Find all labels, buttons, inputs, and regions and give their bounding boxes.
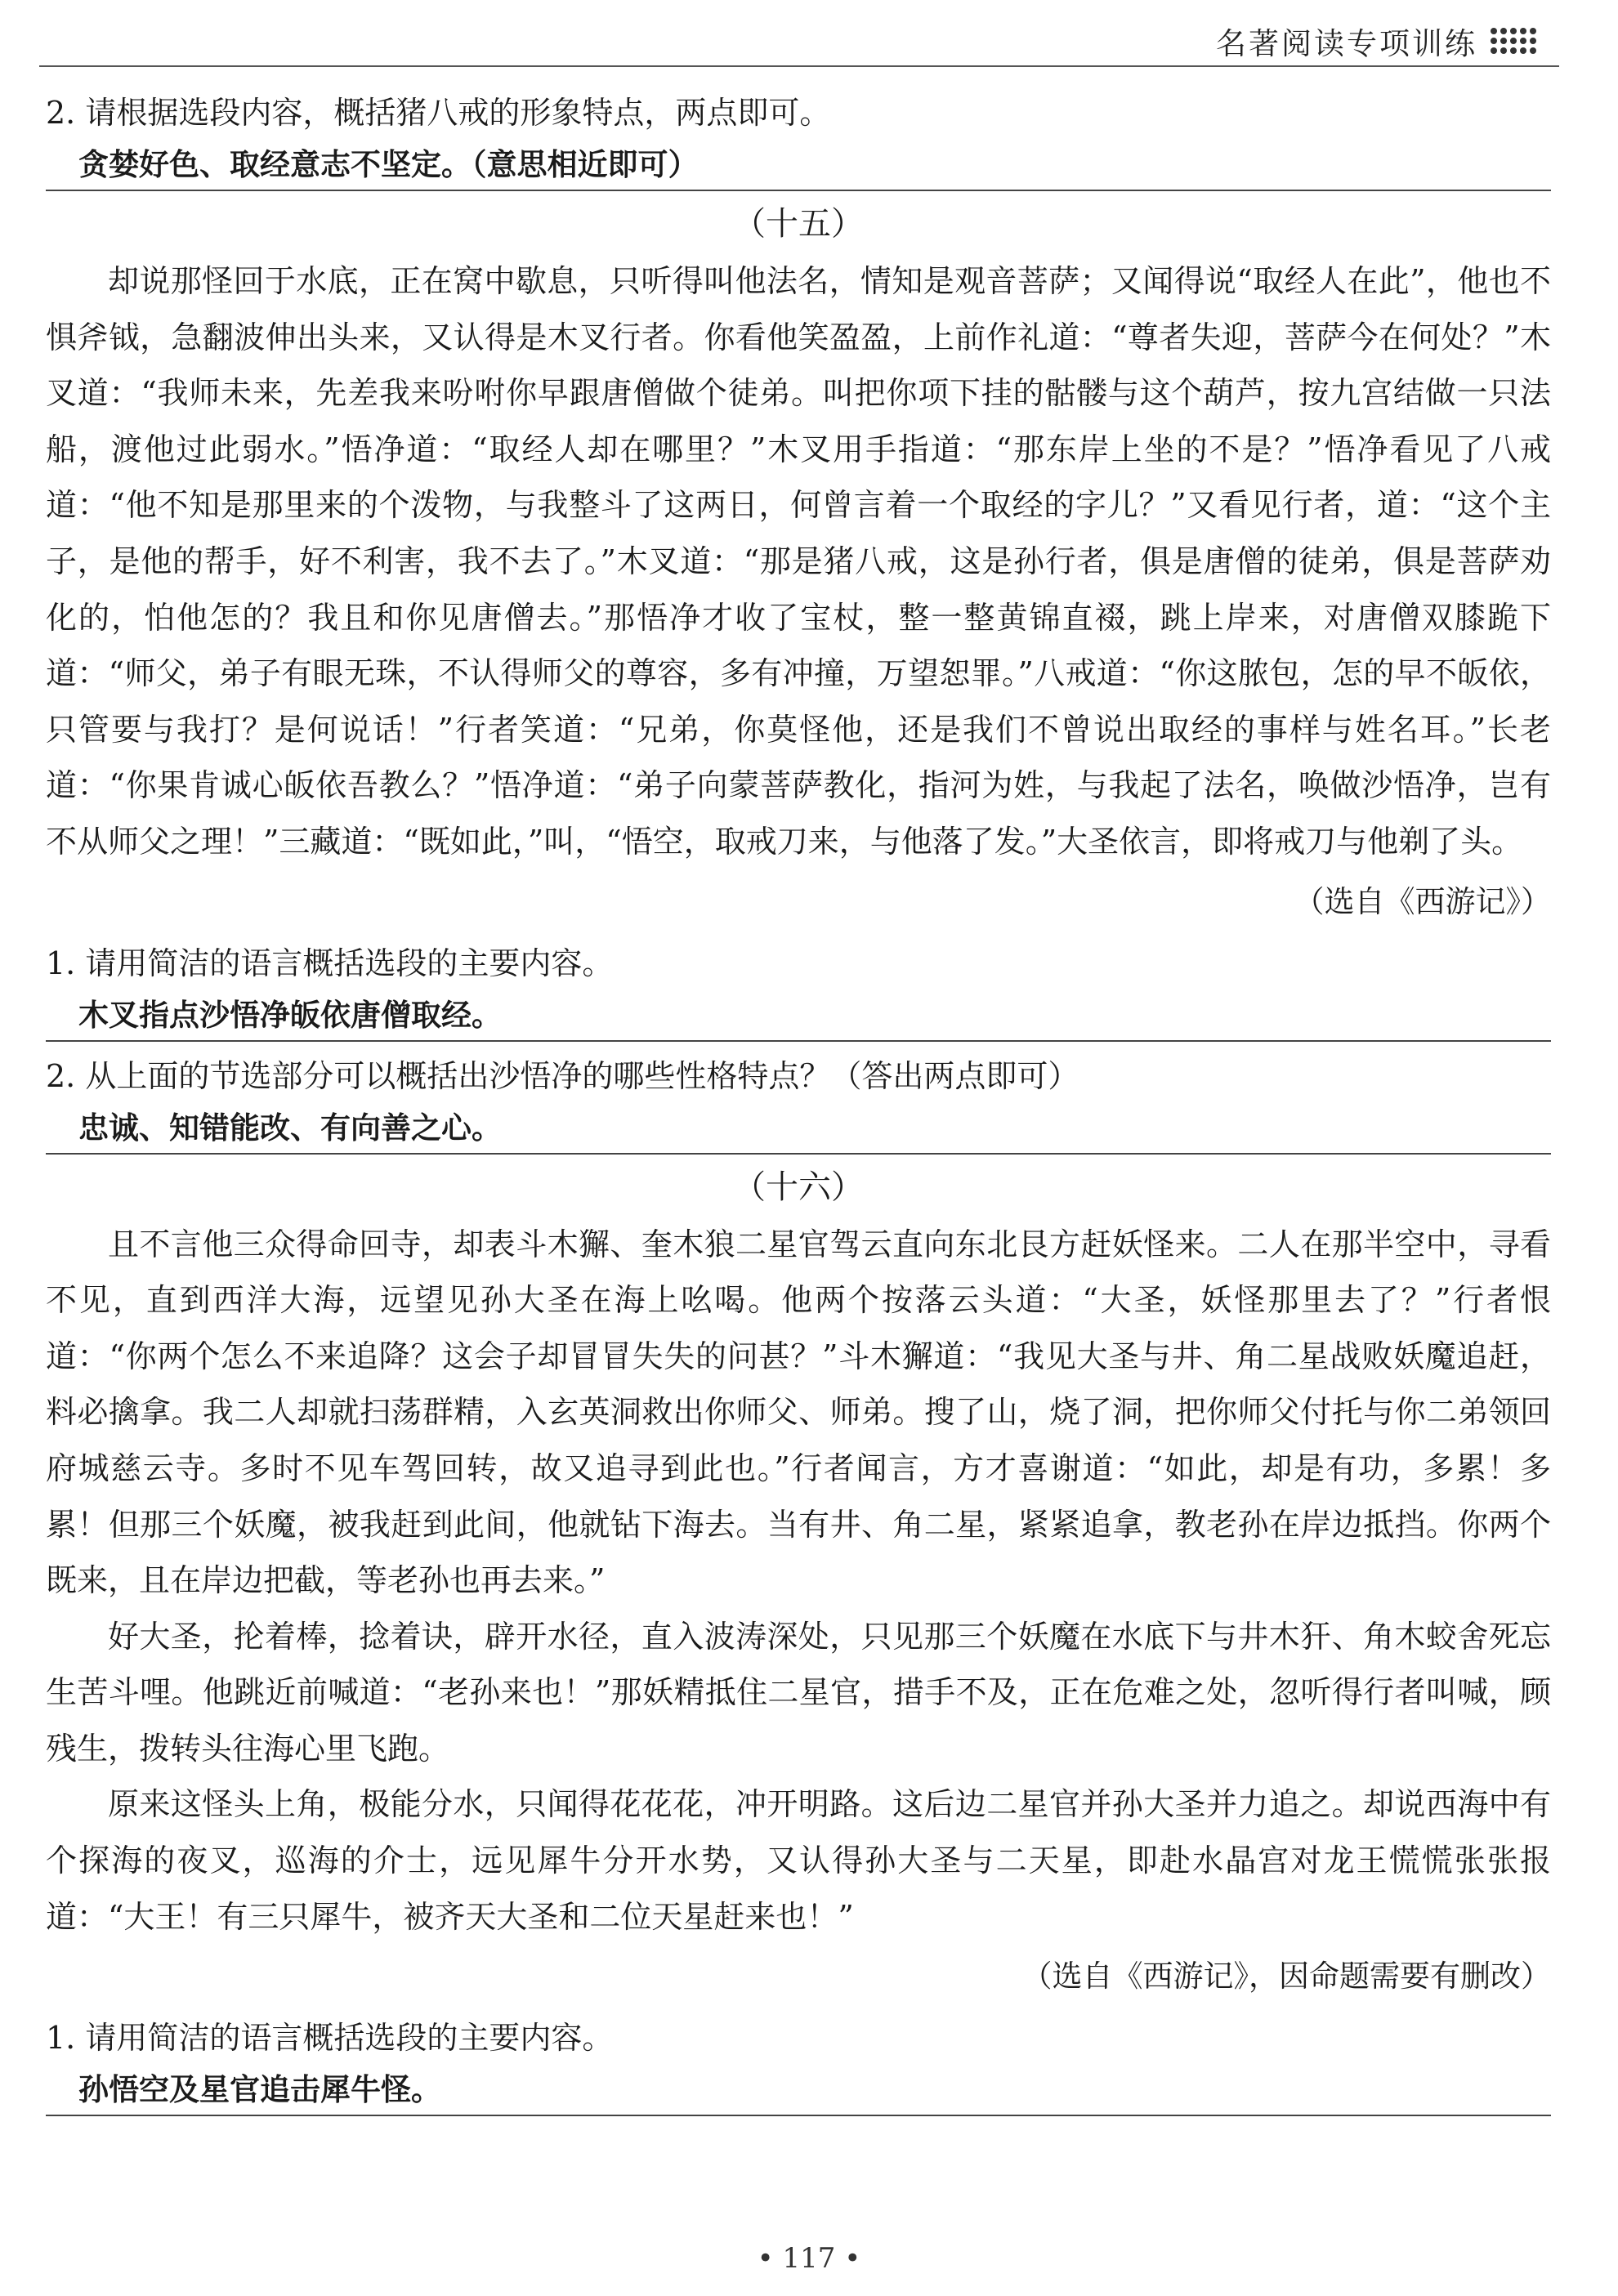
section-16-passage-2: 好大圣，抡着棒，捻着诀，辟开水径，直入波涛深处，只见那三个妖魔在水底下与井木犴、角木蛟舍死忘生苦斗哩。他跳近前喊道：“老孙来也！”那妖精抵住二星官，措手不及，正在危难之处，忽听得行者叫喊，顾残生，拨转头往海心里飞跑。 xyxy=(46,1618,1551,1767)
page-number: • 117 • xyxy=(757,2242,861,2275)
header-rule xyxy=(39,65,1559,67)
running-header xyxy=(1216,18,1536,64)
section-15-question-1: 1. 请用简洁的语言概括选段的主要内容。 xyxy=(46,945,614,981)
section-15-answer-2: 忠诚、知错能改、有向善之心。 xyxy=(46,1104,1551,1155)
section-16-source: （选自《西游记》，因命题需要有删改） xyxy=(1021,1959,1551,1994)
section-15-title: （十五） xyxy=(733,205,864,243)
dots-ornament-icon xyxy=(1491,28,1536,54)
section-15-source: （选自《西游记》） xyxy=(1294,883,1551,919)
page-content xyxy=(46,85,1551,2123)
section-16-question-1: 1. 请用简洁的语言概括选段的主要内容。 xyxy=(46,2020,614,2057)
section-16-title: （十六） xyxy=(733,1168,864,1206)
section-16-answer-1: 孙悟空及星官追击犀牛怪。 xyxy=(46,2066,1551,2116)
question-prev-2: 2. 请根据选段内容，概括猪八戒的形象特点，两点即可。 xyxy=(46,95,831,131)
answer-prev-2: 贪婪好色、取经意志不坚定。（意思相近即可） xyxy=(46,141,1551,191)
section-15-answer-1: 木叉指点沙悟净皈依唐僧取经。 xyxy=(46,991,1551,1042)
section-16-passage-1: 且不言他三众得命回寺，却表斗木獬、奎木狼二星官驾云直向东北艮方赶妖怪来。二人在那半空中，寻看不见，直到西洋大海，远望见孙大圣在海上吆喝。他两个按落云头道：“大圣，妖怪那里去了？”行者恨道：“你两个怎么不来追降？这会子却冒冒失失的问甚？”斗木獬道：“我见大圣与井、角二星战败妖魔追赶，料必擒拿。我二人却就扫荡群精，入玄英洞救出你师父、师弟。搜了山，烧了洞，把你师父付托与你二弟领回府城慈云寺。多时不见车驾回转，故又追寻到此也。”行者闻言，方才喜谢道：“如此，却是有功，多累！多累！但那三个妖魔，被我赶到此间，他就钻下海去。当有井、角二星，紧紧追拿，教老孙在岸边抵挡。你两个既来，且在岸边把截，等老孙也再去来。” xyxy=(46,1226,1551,1599)
section-16-passage-3: 原来这怪头上角，极能分水，只闻得花花花，冲开明路。这后边二星官并孙大圣并力追之。却说西海中有个探海的夜叉，巡海的介士，远见犀牛分开水势，又认得孙大圣与二天星，即赴水晶宫对龙王慌慌张张报道：“大王！有三只犀牛，被齐天大圣和二位天星赶来也！” xyxy=(46,1786,1551,1935)
section-15-question-2: 2. 从上面的节选部分可以概括出沙悟净的哪些性格特点？（答出两点即可） xyxy=(46,1057,1079,1094)
section-15-passage: 却说那怪回于水底，正在窝中歇息，只听得叫他法名，情知是观音菩萨；又闻得说“取经人在此”，他也不惧斧钺，急翻波伸出头来，又认得是木叉行者。你看他笑盈盈，上前作礼道：“尊者失迎，菩萨今在何处？”木叉道：“我师未来，先差我来吩咐你早跟唐僧做个徒弟。叫把你项下挂的骷髅与这个葫芦，按九宫结做一只法船，渡他过此弱水。”悟净道：“取经人却在哪里？”木叉用手指道：“那东岸上坐的不是？”悟净看见了八戒道：“他不知是那里来的个泼物，与我整斗了这两日，何曾言着一个取经的字儿？”又看见行者，道：“这个主子，是他的帮手，好不利害，我不去了。”木叉道：“那是猪八戒，这是孙行者，俱是唐僧的徒弟，俱是菩萨劝化的，怕他怎的？我且和你见唐僧去。”那悟净才收了宝杖，整一整黄锦直裰，跳上岸来，对唐僧双膝跪下道：“师父，弟子有眼无珠，不认得师父的尊容，多有冲撞，万望恕罪。”八戒道：“你这脓包，怎的早不皈依，只管要与我打？是何说话！”行者笑道：“兄弟，你莫怪他，还是我们不曾说出取经的事样与姓名耳。”长老道：“你果肯诚心皈依吾教么？”悟净道：“弟子向蒙菩萨教化，指河为姓，与我起了法名，唤做沙悟净，岂有不从师父之理！”三藏道：“既如此，”叫，“悟空，取戒刀来，与他落了发。”大圣依言，即将戒刀与他剃了头。 xyxy=(46,263,1551,860)
header-title: 名著阅读专项训练 xyxy=(1216,26,1477,61)
